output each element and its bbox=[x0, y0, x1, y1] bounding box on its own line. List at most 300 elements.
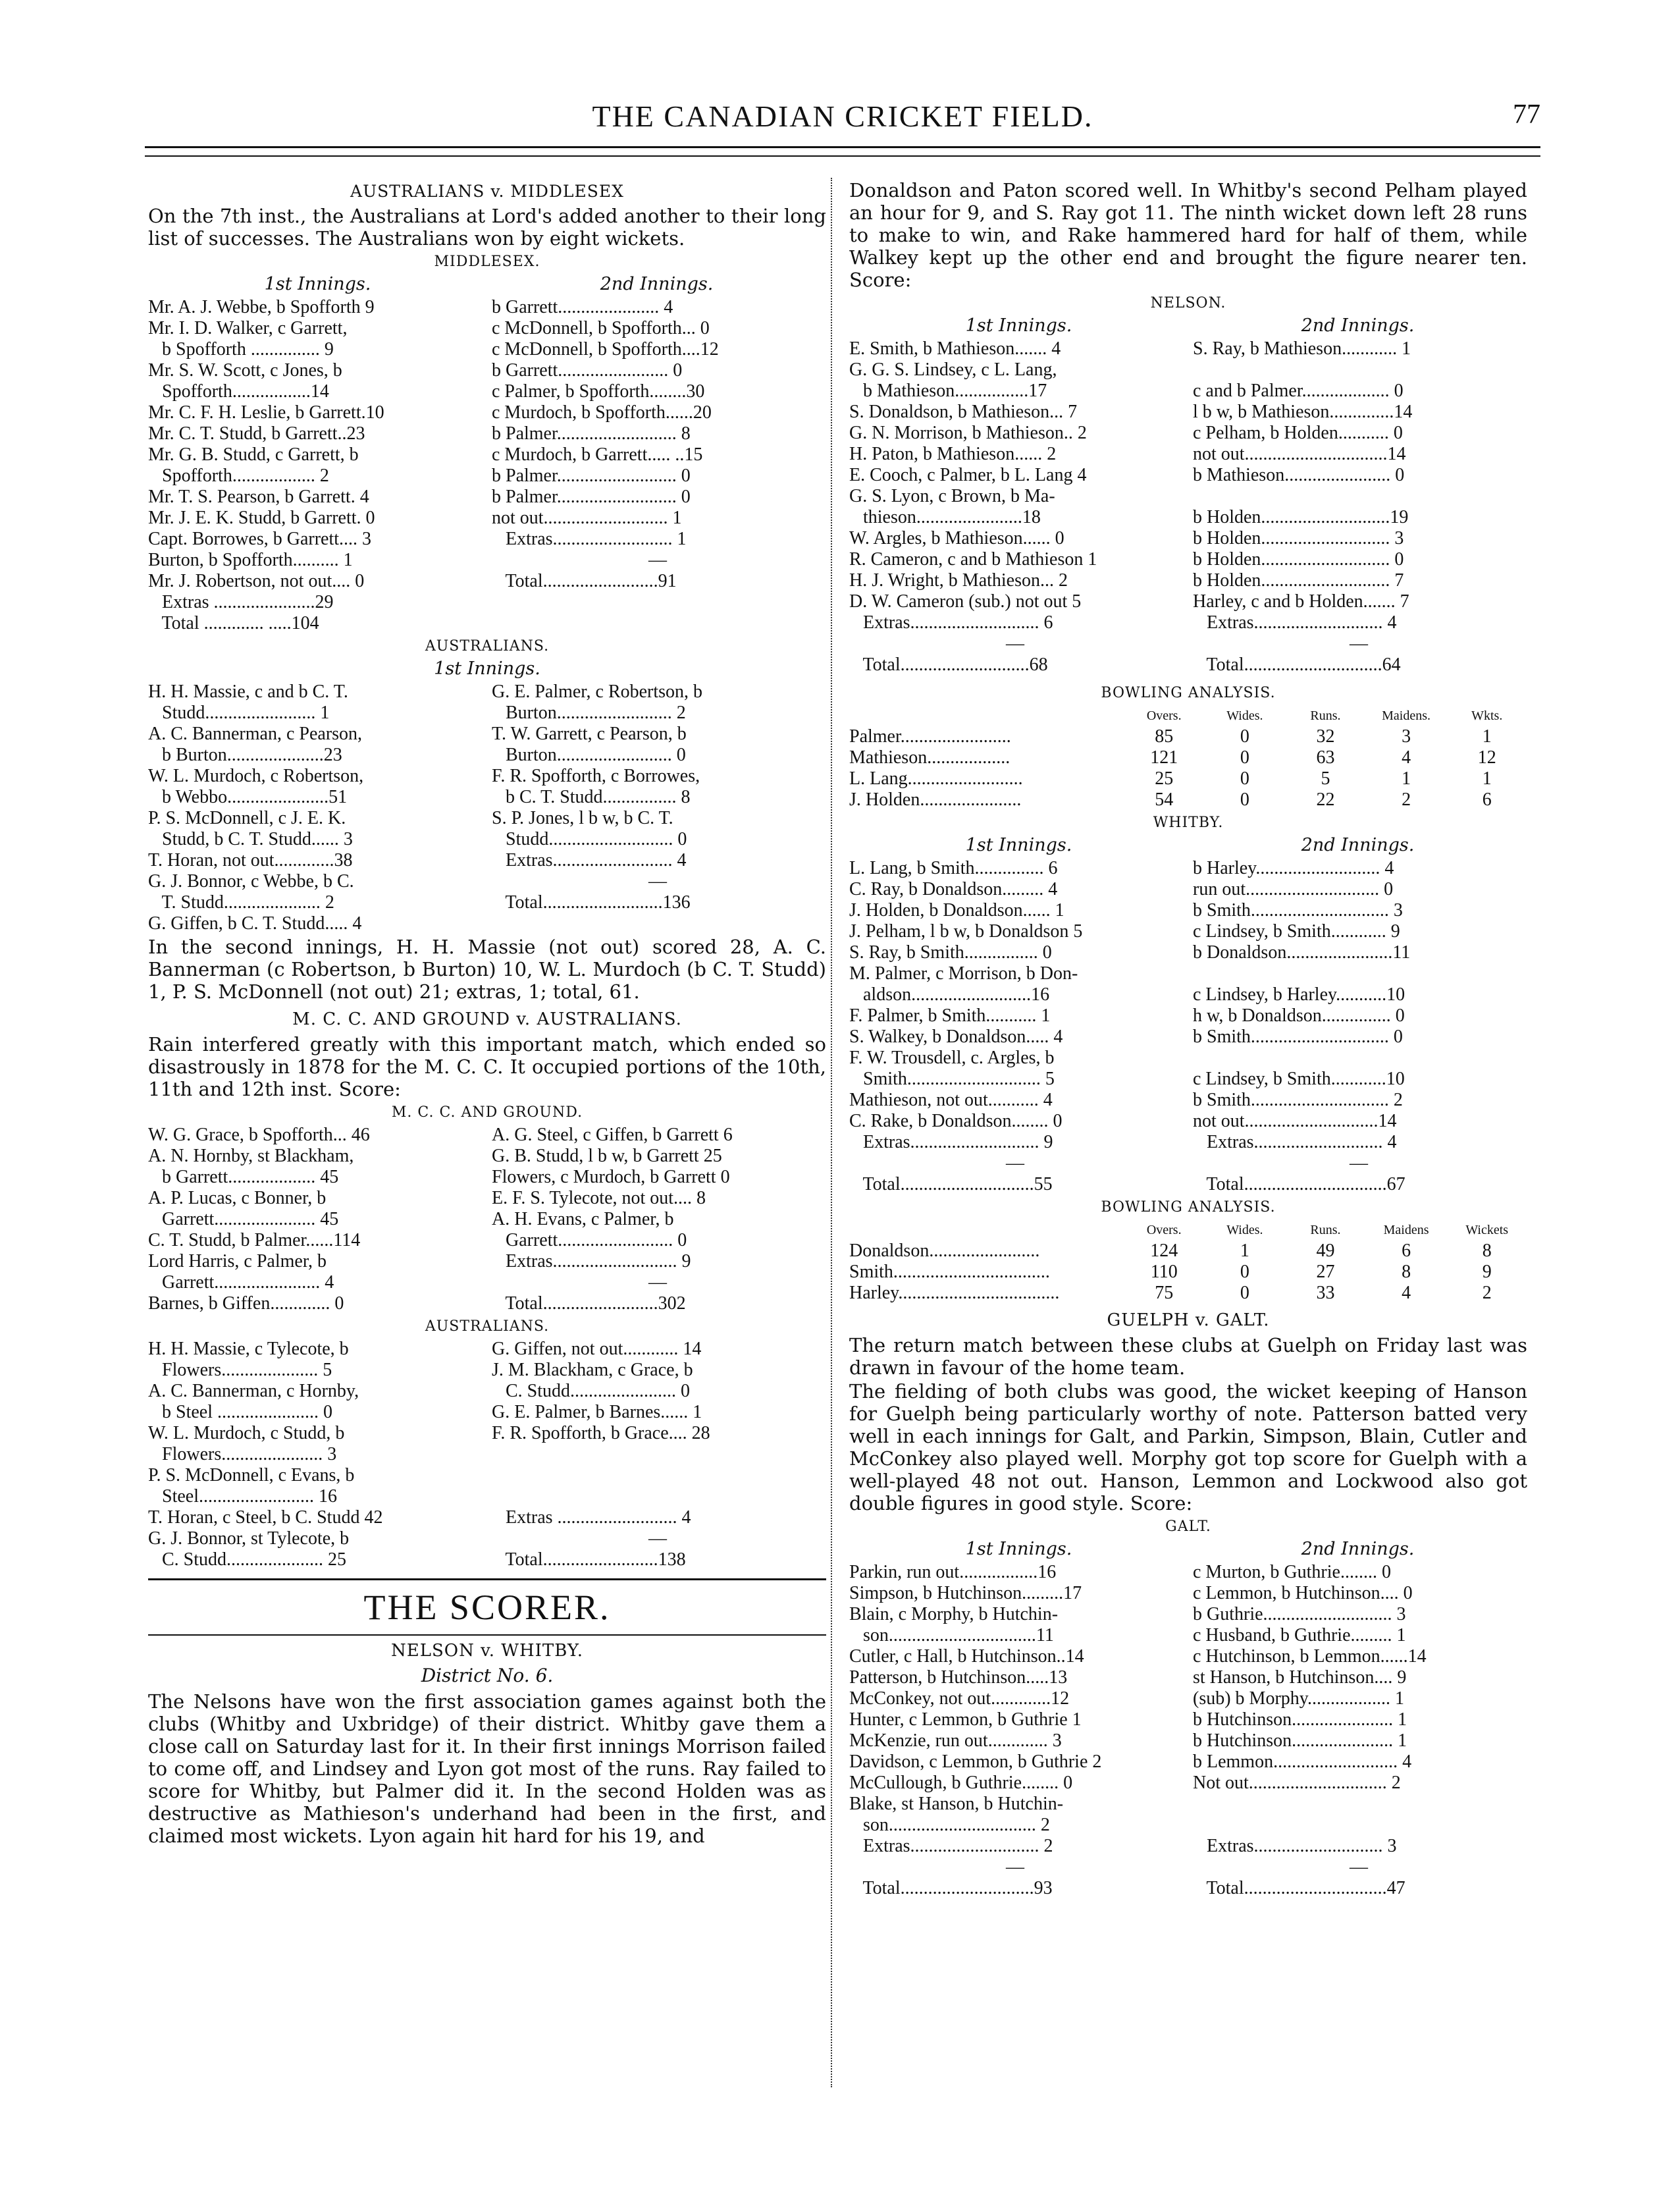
score-cell-right: T. W. Garrett, c Pearson, b bbox=[492, 724, 687, 744]
score-cell-right: G. E. Palmer, b Barnes...... 1 bbox=[492, 1402, 702, 1422]
score-cell-right: Total...............................47 bbox=[1193, 1878, 1405, 1898]
score-cell-left: Burton, b Spofforth.......... 1 bbox=[148, 550, 353, 570]
score-cell-left: b Steel ...................... 0 bbox=[148, 1402, 332, 1422]
score-cell-right: C. Studd....................... 0 bbox=[492, 1381, 691, 1401]
score-cell-right: Total.........................91 bbox=[492, 571, 677, 591]
mcc-intro: Rain interfered greatly with this important match, which ended so disastrously in 1878 for the M. C. C. It occupied portions of the 10th, 11th and 12th inst. Score: bbox=[148, 1033, 826, 1100]
masthead-title: THE CANADIAN CRICKET FIELD. bbox=[592, 99, 1093, 133]
score-cell-left: C. Studd..................... 25 bbox=[148, 1549, 347, 1570]
bowling-figure: 6 bbox=[1482, 789, 1492, 810]
score-row bbox=[148, 1293, 826, 1314]
page-number: 77 bbox=[1513, 99, 1540, 130]
score-cell-right: b Hutchinson...................... 1 bbox=[1193, 1730, 1407, 1751]
bowling-figure: 5 bbox=[1321, 768, 1330, 789]
score-cell-left: Extras............................ 9 bbox=[849, 1132, 1053, 1152]
score-row bbox=[148, 1549, 826, 1570]
left-column bbox=[148, 178, 826, 1848]
score-row bbox=[148, 487, 826, 508]
score-cell-right: b Smith.............................. 3 bbox=[1193, 900, 1403, 921]
score-cell-right: b Harley........................... 4 bbox=[1193, 858, 1394, 878]
innings-2-label: 2nd Innings. bbox=[1301, 315, 1415, 336]
score-cell-right: st Hanson, b Hutchinson.... 9 bbox=[1193, 1667, 1407, 1688]
bowling-row bbox=[849, 768, 1527, 789]
score-row bbox=[849, 1815, 1527, 1836]
score-cell-left: H. H. Massie, c Tylecote, b bbox=[148, 1339, 349, 1359]
mcc-heading: M. C. C. AND GROUND v. AUSTRALIANS. bbox=[292, 1009, 682, 1029]
score-cell-right: F. R. Spofforth, b Grace.... 28 bbox=[492, 1423, 710, 1443]
score-cell-right: c Lemmon, b Hutchinson.... 0 bbox=[1193, 1583, 1413, 1603]
score-row bbox=[849, 984, 1527, 1005]
score-cell-right: c Lindsey, b Smith............ 9 bbox=[1193, 921, 1400, 942]
score-row bbox=[148, 682, 826, 703]
score-cell-left: Total............................68 bbox=[849, 655, 1048, 675]
score-row bbox=[148, 745, 826, 766]
score-cell-left: son................................11 bbox=[849, 1625, 1054, 1646]
score-cell-left: Mr. J. Robertson, not out.... 0 bbox=[148, 571, 365, 591]
score-cell-left: G. J. Bonnor, st Tylecote, b bbox=[148, 1528, 350, 1549]
bowling-column-header: Wides. bbox=[1226, 1223, 1263, 1237]
score-cell-left: Mr. S. W. Scott, c Jones, b bbox=[148, 360, 342, 381]
bowling-column-header: Maidens. bbox=[1382, 709, 1431, 723]
score-cell-right: b Palmer.......................... 0 bbox=[492, 487, 691, 507]
score-cell-left: C. T. Studd, b Palmer......114 bbox=[148, 1230, 361, 1250]
innings-headers bbox=[849, 315, 1527, 336]
score-row bbox=[148, 1423, 826, 1444]
score-row bbox=[849, 1111, 1527, 1132]
score-row bbox=[148, 592, 826, 613]
score-cell-left: A. P. Lucas, c Bonner, b bbox=[148, 1188, 327, 1208]
score-cell-left: Garrett....................... 4 bbox=[148, 1272, 334, 1293]
score-row bbox=[849, 1836, 1527, 1857]
score-cell-right: — bbox=[1193, 1857, 1368, 1877]
bowling-figure: 6 bbox=[1402, 1241, 1411, 1261]
score-row bbox=[148, 787, 826, 808]
score-row bbox=[148, 1167, 826, 1188]
score-row bbox=[148, 1381, 826, 1402]
score-cell-right: Total.........................138 bbox=[492, 1549, 686, 1570]
score-row bbox=[849, 1090, 1527, 1111]
score-row bbox=[849, 879, 1527, 900]
score-cell-left: b Webbo......................51 bbox=[148, 787, 348, 807]
bowling-header-blank bbox=[849, 705, 1124, 726]
score-cell-right: c Husband, b Guthrie......... 1 bbox=[1193, 1625, 1406, 1646]
score-cell-right: S. Ray, b Mathieson............ 1 bbox=[1193, 338, 1411, 359]
score-row bbox=[148, 1507, 826, 1528]
score-cell-left: Spofforth.................14 bbox=[148, 381, 329, 402]
score-cell-right: — bbox=[1193, 633, 1368, 654]
score-cell-right bbox=[483, 1465, 826, 1486]
score-row bbox=[148, 1125, 826, 1146]
innings-headers-whitby bbox=[849, 835, 1527, 855]
masthead bbox=[145, 99, 1540, 138]
score-cell-right: b C. T. Studd................ 8 bbox=[492, 787, 691, 807]
score-cell-left: Extras............................ 6 bbox=[849, 612, 1053, 633]
score-cell-left: Extras............................ 2 bbox=[849, 1836, 1053, 1856]
score-row bbox=[148, 550, 826, 571]
score-cell-left: S. Donaldson, b Mathieson... 7 bbox=[849, 402, 1078, 422]
score-row bbox=[849, 1069, 1527, 1090]
bowling-header-blank bbox=[849, 1219, 1124, 1241]
bowling-figure: 25 bbox=[1155, 768, 1174, 789]
score-row bbox=[148, 724, 826, 745]
score-cell-right: Extras........................... 9 bbox=[492, 1251, 691, 1271]
bowling-figure: 0 bbox=[1240, 768, 1249, 789]
score-cell-left: G. Giffen, b C. T. Studd..... 4 bbox=[148, 913, 362, 934]
bowling-figure: 22 bbox=[1316, 789, 1335, 810]
bowling-column-header: Overs. bbox=[1146, 1223, 1182, 1237]
score-cell-left: McKenzie, run out............. 3 bbox=[849, 1730, 1062, 1751]
score-cell-right: — bbox=[492, 1528, 667, 1549]
innings-headers bbox=[148, 274, 826, 294]
score-row bbox=[849, 1646, 1527, 1667]
score-cell-left: Mr. T. S. Pearson, b Garrett. 4 bbox=[148, 487, 369, 507]
bowling-figure: 1 bbox=[1482, 726, 1492, 747]
whitby-scores bbox=[849, 858, 1527, 1195]
score-row bbox=[148, 703, 826, 724]
score-cell-left: W. L. Murdoch, c Studd, b bbox=[148, 1423, 345, 1443]
score-row bbox=[148, 1528, 826, 1549]
score-row bbox=[849, 1794, 1527, 1815]
section-rule bbox=[148, 1578, 826, 1580]
score-row bbox=[849, 528, 1527, 549]
score-cell-left: Extras ......................29 bbox=[148, 592, 334, 612]
innings-header-aus bbox=[148, 658, 826, 679]
bowling-column-header: Runs. bbox=[1310, 1223, 1341, 1237]
score-cell-left: — bbox=[849, 1153, 1024, 1173]
innings-2-label: 2nd Innings. bbox=[1301, 1539, 1415, 1559]
score-row bbox=[148, 766, 826, 787]
score-cell-left: C. Rake, b Donaldson........ 0 bbox=[849, 1111, 1063, 1131]
score-cell-left: Studd........................ 1 bbox=[148, 703, 330, 723]
score-cell-left: Studd, b C. T. Studd...... 3 bbox=[148, 829, 353, 849]
score-row bbox=[148, 1209, 826, 1230]
score-row bbox=[849, 1153, 1527, 1174]
score-row bbox=[849, 381, 1527, 402]
innings-1-label: 1st Innings. bbox=[965, 1539, 1072, 1559]
aus-mid-heading: AUSTRALIANS v. MIDDLESEX bbox=[350, 182, 624, 201]
score-row bbox=[849, 1878, 1527, 1899]
score-row bbox=[849, 858, 1527, 879]
score-cell-right: c Hutchinson, b Lemmon......14 bbox=[1193, 1646, 1427, 1667]
score-row bbox=[148, 1360, 826, 1381]
score-row bbox=[148, 1272, 826, 1293]
bowling-row bbox=[849, 1283, 1527, 1304]
score-cell-right: b Donaldson.......................11 bbox=[1193, 942, 1411, 963]
score-cell-right: G. E. Palmer, c Robertson, b bbox=[492, 682, 703, 702]
score-cell-left: aldson..........................16 bbox=[849, 984, 1050, 1005]
bowler-name: Smith.................................. bbox=[849, 1262, 1050, 1282]
bowling-analysis-title: BOWLING ANALYSIS. bbox=[1101, 685, 1276, 701]
bowling-header-row bbox=[849, 1219, 1527, 1241]
score-cell-left: R. Cameron, c and b Mathieson 1 bbox=[849, 549, 1097, 570]
bowling-column-header: Maidens bbox=[1383, 1223, 1429, 1237]
score-cell-left: S. Ray, b Smith................ 0 bbox=[849, 942, 1052, 963]
score-cell-right: Harley, c and b Holden....... 7 bbox=[1193, 591, 1409, 612]
score-row bbox=[148, 1146, 826, 1167]
score-cell-left: H. H. Massie, c and b C. T. bbox=[148, 682, 348, 702]
score-cell-right: b Smith.............................. 2 bbox=[1193, 1090, 1403, 1110]
score-cell-right: b Holden............................ 3 bbox=[1193, 528, 1404, 548]
bowling-figure: 9 bbox=[1482, 1262, 1492, 1282]
score-cell-right: — bbox=[1193, 1153, 1368, 1173]
score-row bbox=[148, 1402, 826, 1423]
score-cell-left: S. Walkey, b Donaldson..... 4 bbox=[849, 1027, 1063, 1047]
score-cell-right: c Palmer, b Spofforth........30 bbox=[492, 381, 705, 402]
score-row bbox=[148, 829, 826, 850]
mcc-team-label: M. C. C. AND GROUND. bbox=[391, 1104, 583, 1121]
score-row bbox=[148, 850, 826, 871]
score-cell-right: Studd........................... 0 bbox=[492, 829, 687, 849]
score-row bbox=[849, 942, 1527, 963]
bowler-name: Palmer........................ bbox=[849, 726, 1011, 747]
score-cell-right: — bbox=[492, 871, 667, 892]
score-row bbox=[849, 1773, 1527, 1794]
nelson-scores bbox=[849, 338, 1527, 676]
score-cell-right: c Lindsey, b Harley...........10 bbox=[1193, 984, 1405, 1005]
score-cell-right: not out...............................14 bbox=[1193, 444, 1406, 464]
bowling-figure: 124 bbox=[1150, 1241, 1178, 1261]
bowling-row bbox=[849, 1262, 1527, 1283]
score-cell-right: b Garrett...................... 4 bbox=[492, 297, 673, 317]
bowling-figure: 2 bbox=[1482, 1283, 1492, 1303]
score-cell-right: c Murton, b Guthrie........ 0 bbox=[1193, 1562, 1391, 1582]
bowler-name: Harley................................... bbox=[849, 1283, 1060, 1303]
score-row bbox=[148, 466, 826, 487]
score-cell-right: Total..........................136 bbox=[492, 892, 691, 913]
score-cell-left: J. Pelham, l b w, b Donaldson 5 bbox=[849, 921, 1083, 942]
score-row bbox=[849, 655, 1527, 676]
score-row bbox=[148, 871, 826, 892]
score-cell-left: J. Holden, b Donaldson...... 1 bbox=[849, 900, 1064, 921]
bowling-column-header: Overs. bbox=[1146, 709, 1182, 723]
score-cell-right: l b w, b Mathieson..............14 bbox=[1193, 402, 1413, 422]
score-row bbox=[849, 423, 1527, 444]
bowling-figure: 54 bbox=[1155, 789, 1174, 810]
bowling-figure: 32 bbox=[1316, 726, 1335, 747]
score-cell-left: Barnes, b Giffen............. 0 bbox=[148, 1293, 344, 1314]
score-cell-left: b Garrett................... 45 bbox=[148, 1167, 339, 1187]
score-cell-left: G. G. S. Lindsey, c L. Lang, bbox=[849, 360, 1057, 380]
score-cell-right: c Murdoch, b Spofforth......20 bbox=[492, 402, 712, 423]
score-row bbox=[148, 423, 826, 444]
score-row bbox=[148, 381, 826, 402]
second-innings-note: In the second innings, H. H. Massie (not out) scored 28, A. C. Bannerman (c Robertson, b Burton) 10, W. L. Murdoch (b C. T. Studd) 1, P. S. McDonnell (not out) 21; extras, 1; total, 61. bbox=[148, 936, 826, 1003]
score-row bbox=[148, 1188, 826, 1209]
score-row bbox=[849, 591, 1527, 612]
score-cell-right: J. M. Blackham, c Grace, b bbox=[492, 1360, 693, 1380]
bowling-column-header: Runs. bbox=[1310, 709, 1341, 723]
guelph-paragraph-1: The return match between these clubs at Guelph on Friday last was drawn in favour of the home team. bbox=[849, 1334, 1527, 1379]
bowling-figure: 121 bbox=[1150, 747, 1178, 768]
score-cell-right: b Holden............................ 0 bbox=[1193, 549, 1404, 570]
header-rule-2 bbox=[145, 155, 1540, 157]
bowling-figure: 12 bbox=[1477, 747, 1496, 768]
score-cell-left: T. Horan, not out.............38 bbox=[148, 850, 353, 870]
score-cell-right: b Guthrie............................ 3 bbox=[1193, 1604, 1406, 1624]
bowling-column-header: Wides. bbox=[1226, 709, 1263, 723]
score-cell-left: P. S. McDonnell, c J. E. K. bbox=[148, 808, 346, 828]
score-cell-left: Blake, st Hanson, b Hutchin- bbox=[849, 1794, 1064, 1814]
bowler-name: Mathieson.................. bbox=[849, 747, 1011, 768]
score-row bbox=[849, 1752, 1527, 1773]
score-cell-left: Simpson, b Hutchinson.........17 bbox=[849, 1583, 1082, 1603]
score-cell-left: son................................ 2 bbox=[849, 1815, 1050, 1835]
bowling-analysis-2 bbox=[849, 1219, 1527, 1304]
nelson-whitby-heading: NELSON v. WHITBY. bbox=[390, 1641, 583, 1661]
score-cell-left: Spofforth.................. 2 bbox=[148, 466, 329, 486]
score-row bbox=[849, 465, 1527, 486]
innings-1-label: 1st Innings. bbox=[965, 835, 1072, 855]
score-cell-right: b Palmer.......................... 8 bbox=[492, 423, 691, 444]
score-cell-left: G. N. Morrison, b Mathieson.. 2 bbox=[849, 423, 1087, 443]
score-row bbox=[148, 892, 826, 913]
score-cell-left: Mr. C. T. Studd, b Garrett..23 bbox=[148, 423, 365, 444]
bowling-figure: 3 bbox=[1402, 726, 1411, 747]
score-cell-right: h w, b Donaldson............... 0 bbox=[1193, 1005, 1405, 1026]
score-cell-right: b Hutchinson...................... 1 bbox=[1193, 1709, 1407, 1730]
score-cell-right bbox=[483, 613, 826, 634]
bowling-analysis-title-2: BOWLING ANALYSIS. bbox=[1101, 1199, 1276, 1216]
score-row bbox=[148, 613, 826, 634]
bowling-figure: 0 bbox=[1240, 747, 1249, 768]
score-cell-left: b Burton.....................23 bbox=[148, 745, 342, 765]
right-column bbox=[849, 178, 1527, 1899]
score-cell-right: b Palmer.......................... 0 bbox=[492, 466, 691, 486]
score-cell-left: E. Smith, b Mathieson....... 4 bbox=[849, 338, 1061, 359]
score-cell-right: — bbox=[492, 550, 667, 570]
australians-scores bbox=[148, 682, 826, 934]
bowling-analysis-1 bbox=[849, 705, 1527, 811]
score-cell-left: W. Argles, b Mathieson...... 0 bbox=[849, 528, 1064, 548]
score-cell-right: c McDonnell, b Spofforth... 0 bbox=[492, 318, 710, 338]
score-cell-left: Mathieson, not out........... 4 bbox=[849, 1090, 1053, 1110]
section-rule-2 bbox=[148, 1634, 826, 1636]
score-cell-left: A. N. Hornby, st Blackham, bbox=[148, 1146, 354, 1166]
innings-1-label: 1st Innings. bbox=[965, 315, 1072, 336]
score-row bbox=[849, 1027, 1527, 1048]
score-cell-left: Steel......................... 16 bbox=[148, 1486, 337, 1507]
score-cell-left: W. G. Grace, b Spofforth... 46 bbox=[148, 1125, 370, 1145]
score-cell-left: Total.............................93 bbox=[849, 1878, 1053, 1898]
score-row bbox=[148, 1486, 826, 1507]
score-row bbox=[849, 507, 1527, 528]
bowling-figure: 49 bbox=[1316, 1241, 1335, 1261]
nelson-label: NELSON. bbox=[1150, 295, 1226, 311]
score-cell-left: Garrett...................... 45 bbox=[148, 1209, 339, 1229]
continued-paragraph: Donaldson and Paton scored well. In Whitby's second Pelham played an hour for 9, and S. Ray got 11. The ninth wicket down left 28 runs to make to win, and Rake hammered hard for half of them, while Walkey kept up the other end and brought the figure nearer ten. Score: bbox=[849, 179, 1527, 291]
score-row bbox=[849, 549, 1527, 570]
bowling-column-header: Wkts. bbox=[1471, 709, 1503, 723]
bowling-figure: 8 bbox=[1482, 1241, 1492, 1261]
score-cell-left: M. Palmer, c Morrison, b Don- bbox=[849, 963, 1078, 984]
score-cell-right: Flowers, c Murdoch, b Garrett 0 bbox=[492, 1167, 730, 1187]
bowling-figure: 110 bbox=[1150, 1262, 1178, 1282]
score-cell-right: S. P. Jones, l b w, b C. T. bbox=[492, 808, 673, 828]
bowling-figure: 1 bbox=[1482, 768, 1492, 789]
score-row bbox=[849, 444, 1527, 465]
score-cell-left: C. Ray, b Donaldson......... 4 bbox=[849, 879, 1058, 899]
bowling-header-row bbox=[849, 705, 1527, 726]
bowling-figure: 27 bbox=[1316, 1262, 1335, 1282]
score-cell-left: T. Horan, c Steel, b C. Studd 42 bbox=[148, 1507, 383, 1528]
score-cell-left: Flowers...................... 3 bbox=[148, 1444, 337, 1464]
header-rule bbox=[145, 146, 1540, 148]
column-divider bbox=[831, 178, 832, 2087]
score-cell-right: Burton......................... 0 bbox=[492, 745, 686, 765]
score-cell-right: b Lemmon........................... 4 bbox=[1193, 1752, 1412, 1772]
score-row bbox=[148, 1444, 826, 1465]
bowling-figure: 8 bbox=[1402, 1262, 1411, 1282]
score-cell-right bbox=[1184, 963, 1527, 984]
score-row bbox=[849, 1583, 1527, 1604]
middlesex-label: MIDDLESEX. bbox=[434, 254, 540, 270]
score-cell-right: b Holden............................ 7 bbox=[1193, 570, 1404, 591]
score-row bbox=[148, 529, 826, 550]
bowling-row bbox=[849, 747, 1527, 768]
score-cell-left: McConkey, not out.............12 bbox=[849, 1688, 1070, 1709]
score-row bbox=[849, 360, 1527, 381]
score-cell-right: not out........................... 1 bbox=[492, 508, 682, 528]
australians-label: AUSTRALIANS. bbox=[425, 638, 550, 655]
score-cell-left: P. S. McDonnell, c Evans, b bbox=[148, 1465, 355, 1485]
bowling-figure: 75 bbox=[1155, 1283, 1174, 1303]
score-cell-right bbox=[1184, 1815, 1527, 1836]
score-cell-left: G. S. Lyon, c Brown, b Ma- bbox=[849, 486, 1055, 506]
score-row bbox=[849, 1709, 1527, 1730]
score-row bbox=[148, 297, 826, 318]
score-cell-right: Garrett......................... 0 bbox=[492, 1230, 687, 1250]
score-cell-right bbox=[1184, 486, 1527, 507]
bowling-figure: 4 bbox=[1402, 1283, 1411, 1303]
score-cell-left: L. Lang, b Smith............... 6 bbox=[849, 858, 1058, 878]
whitby-label: WHITBY. bbox=[1153, 815, 1224, 831]
innings-1-label: 1st Innings. bbox=[264, 274, 371, 294]
score-cell-left: Hunter, c Lemmon, b Guthrie 1 bbox=[849, 1709, 1082, 1730]
score-row bbox=[148, 1230, 826, 1251]
score-cell-right: F. R. Spofforth, c Borrowes, bbox=[492, 766, 700, 786]
score-cell-left: Patterson, b Hutchinson.....13 bbox=[849, 1667, 1068, 1688]
score-cell-left: McCullough, b Guthrie........ 0 bbox=[849, 1773, 1073, 1793]
galt-label: GALT. bbox=[1165, 1518, 1211, 1535]
bowler-name: Donaldson........................ bbox=[849, 1241, 1040, 1261]
score-row bbox=[148, 318, 826, 339]
bowling-figure: 2 bbox=[1402, 789, 1411, 810]
score-row bbox=[148, 1465, 826, 1486]
score-row bbox=[849, 612, 1527, 633]
score-row bbox=[148, 571, 826, 592]
score-row bbox=[849, 1625, 1527, 1646]
bowling-figure: 63 bbox=[1316, 747, 1335, 768]
score-cell-left: b Mathieson................17 bbox=[849, 381, 1047, 401]
score-cell-left: Capt. Borrowes, b Garrett.... 3 bbox=[148, 529, 372, 549]
score-cell-right: Burton......................... 2 bbox=[492, 703, 686, 723]
score-cell-right: Extras .......................... 4 bbox=[492, 1507, 691, 1528]
score-cell-left: Blain, c Morphy, b Hutchin- bbox=[849, 1604, 1059, 1624]
score-cell-left: W. L. Murdoch, c Robertson, bbox=[148, 766, 364, 786]
bowling-figure: 33 bbox=[1316, 1283, 1335, 1303]
bowling-row bbox=[849, 1241, 1527, 1262]
score-cell-right: Total..............................64 bbox=[1193, 655, 1401, 675]
score-cell-left: Davidson, c Lemmon, b Guthrie 2 bbox=[849, 1752, 1102, 1772]
score-row bbox=[148, 444, 826, 466]
score-row bbox=[849, 921, 1527, 942]
score-cell-left: E. Cooch, c Palmer, b L. Lang 4 bbox=[849, 465, 1087, 485]
score-row bbox=[148, 808, 826, 829]
score-row bbox=[849, 1132, 1527, 1153]
score-cell-right bbox=[1184, 360, 1527, 381]
score-cell-right: A. G. Steel, c Giffen, b Garrett 6 bbox=[492, 1125, 733, 1145]
score-cell-left: Lord Harris, c Palmer, b bbox=[148, 1251, 327, 1271]
